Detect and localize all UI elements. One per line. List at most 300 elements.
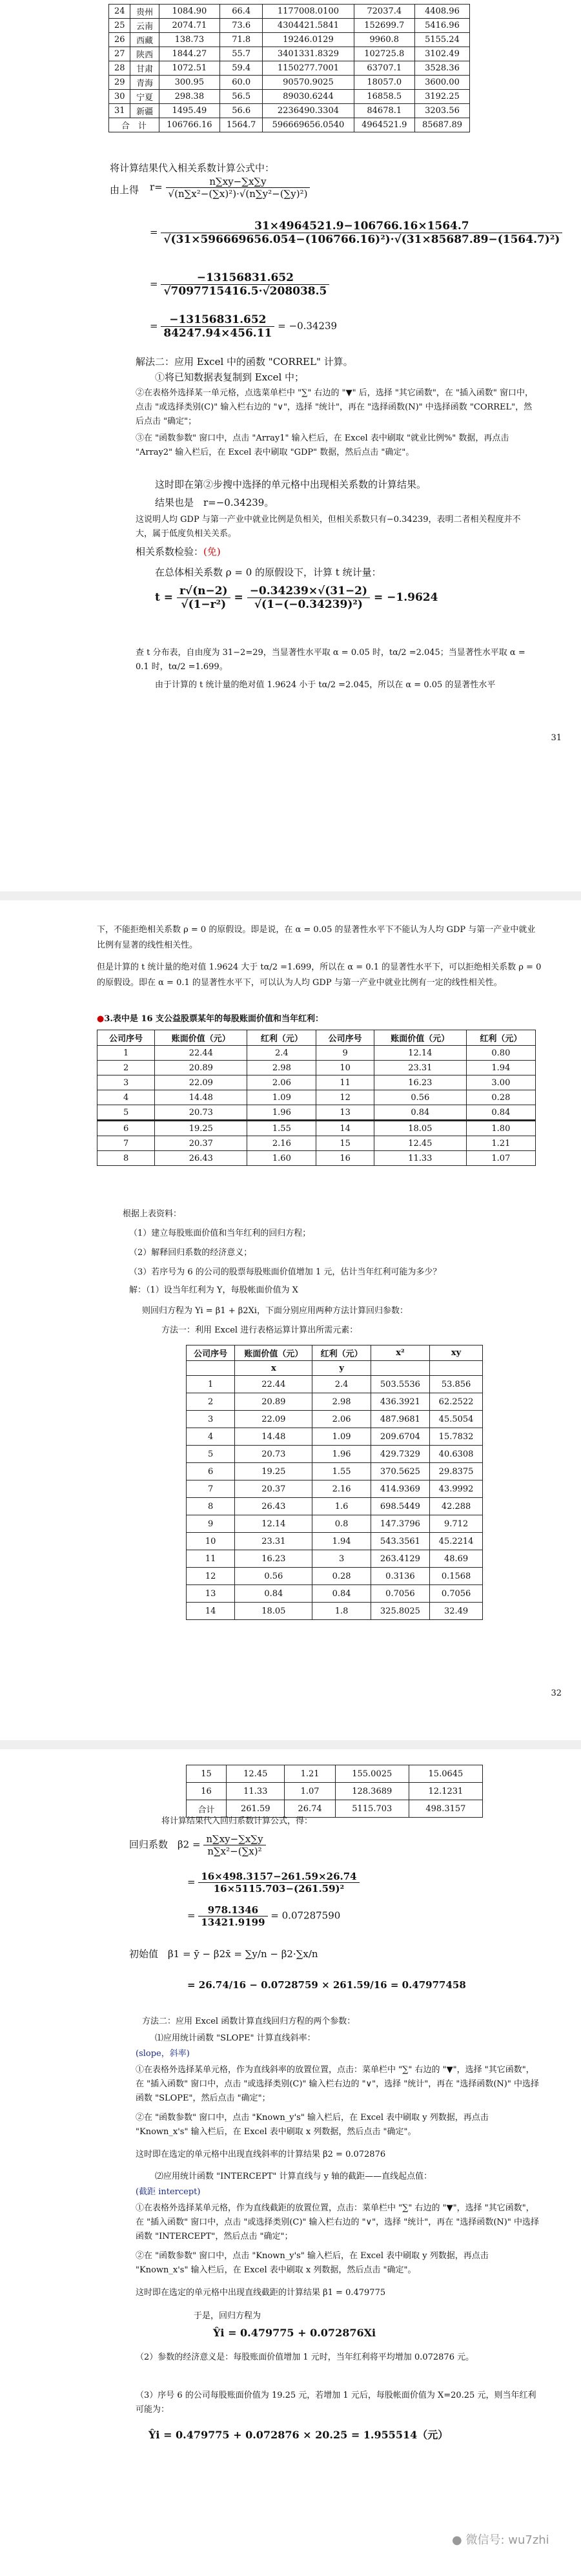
column-subheader	[371, 1361, 429, 1376]
computation-table-continued	[186, 1765, 483, 1818]
answer-2: 则回归方程为 Yi = β1 + β2Xi，下面分别应用两种方法计算回归参数：	[142, 1306, 408, 1316]
table-cell: 152699.7	[354, 19, 414, 33]
table-row	[187, 1568, 483, 1585]
table-cell: 12.14	[374, 1046, 466, 1061]
column-subheader	[187, 1361, 235, 1376]
table-cell: 宁夏	[130, 90, 159, 104]
table-row	[187, 1585, 483, 1603]
table-cell: 22.44	[155, 1046, 247, 1061]
table-cell: 1	[187, 1376, 235, 1393]
table-cell: 20.73	[235, 1446, 312, 1463]
table-cell: 0.3136	[371, 1568, 429, 1585]
table-cell: 20.73	[155, 1105, 247, 1121]
table-row	[187, 1783, 483, 1800]
formula-numerator: n∑xy−∑x∑y	[166, 176, 311, 188]
page-32	[0, 900, 581, 1740]
correlation-formula: r= $\frac{n\sum xy-\sum x\sum y}{\text{√(n∑x²−(∑x)²)·√(n∑y²−(∑y)²)}}$	[150, 176, 310, 200]
table-cell: 59.4	[220, 61, 263, 76]
table-cell: 1495.49	[159, 104, 219, 118]
table-cell: 1.09	[247, 1090, 316, 1105]
table-cell: 26	[109, 33, 130, 47]
table-row	[109, 76, 470, 90]
table-cell: 298.38	[159, 90, 219, 104]
gdp-table-continued	[108, 4, 470, 132]
table-cell: 9	[316, 1046, 374, 1061]
table-cell: 1844.27	[159, 47, 219, 61]
stocks-table	[97, 1030, 536, 1166]
table-cell: 0.8	[312, 1515, 371, 1533]
table-cell: 29	[109, 76, 130, 90]
table-cell: 84678.1	[354, 104, 414, 118]
table-cell: 1.96	[247, 1105, 316, 1121]
table-cell: 12.1231	[409, 1783, 482, 1800]
beta1-result: = 26.74/16 − 0.0728759 × 261.59/16 = 0.47977458	[187, 1979, 466, 1991]
table-cell: 5155.24	[414, 33, 469, 47]
table-cell: 48.69	[430, 1550, 483, 1568]
table-row	[187, 1376, 483, 1393]
column-header: 账面价值（元）	[155, 1030, 247, 1046]
table-cell: 71.8	[220, 33, 263, 47]
correlation-result: = −0.34239	[278, 320, 338, 332]
table-cell: 1.07	[466, 1151, 535, 1166]
column-header: 账面价值（元）	[374, 1030, 466, 1046]
req-2: （2）解释回归系数的经济意义；	[129, 1248, 252, 1258]
table-cell: 1.55	[247, 1121, 316, 1136]
column-header: 红利（元）	[247, 1030, 316, 1046]
t-table-lookup: 查 t 分布表，自由度为 31−2=29，当显著性水平取 α = 0.05 时，tα/2 =2.045；当显著性水平取 α = 0.1 时，tα/2 =1.699。	[136, 648, 525, 672]
table-cell: 贵州	[130, 5, 159, 19]
table-cell: 新疆	[130, 104, 159, 118]
table-cell: 5	[97, 1105, 155, 1121]
table-cell: 209.6704	[371, 1428, 429, 1446]
table-cell: 12.14	[235, 1515, 312, 1533]
t-test-intro: 在总体相关系数 ρ = 0 的原假设下，计算 t 统计量：	[155, 566, 382, 578]
table-row	[187, 1533, 483, 1550]
table-cell: 73.6	[220, 19, 263, 33]
table-cell: 1.6	[312, 1498, 371, 1515]
table-cell: 6	[97, 1121, 155, 1136]
table-cell: 1.94	[312, 1533, 371, 1550]
beta2-substitution: = $\frac{16\times 498.3157-261.59\times 26.74}{\text{16×5115.703−(261.59)²}}$	[187, 1871, 360, 1895]
table-cell: 1084.90	[159, 5, 219, 19]
formula-step-4: = $\frac{-13156831.652}{84247.94\times 456.11}$ = −0.34239	[150, 313, 338, 340]
table-cell: 487.9681	[371, 1411, 429, 1428]
table-cell: 56.6	[220, 104, 263, 118]
table-cell: 40.6308	[430, 1446, 483, 1463]
table-cell: 14.48	[235, 1428, 312, 1446]
table-cell: 45.2214	[430, 1533, 483, 1550]
conclusion-1: 这说明人均 GDP 与第一产业中就业比例是负相关，但相关系数只有−0.34239，表明二者相关程度并不大，属于低度负相关关系。	[136, 515, 521, 539]
table-cell: 2.16	[247, 1136, 316, 1151]
table-cell: 0.80	[466, 1046, 535, 1061]
table-cell: 138.73	[159, 33, 219, 47]
page-number: 31	[551, 733, 562, 743]
table-cell: 3102.49	[414, 47, 469, 61]
table-cell: 7	[97, 1136, 155, 1151]
slope-result: 这时即在选定的单元格中出现直线斜率的计算结果 β2 = 0.072876	[136, 2150, 386, 2159]
column-header: 公司序号	[187, 1345, 235, 1361]
t-statistic-result: = −1.9624	[373, 591, 438, 604]
table-cell: 263.4129	[371, 1550, 429, 1568]
formula-step-3: = $\frac{-13156831.652}{√7097715416.5\cdot√208038.5}$	[150, 271, 329, 298]
table-cell: 3203.56	[414, 104, 469, 118]
page-33	[0, 1749, 581, 2576]
table-row	[109, 33, 470, 47]
column-header: 公司序号	[316, 1030, 374, 1046]
table-cell: 2.4	[247, 1046, 316, 1061]
table-cell: 26.43	[155, 1151, 247, 1166]
table-cell: 2074.71	[159, 19, 219, 33]
table-cell: 1564.7	[220, 118, 263, 132]
method-2-step-3: ③在 "函数参数" 窗口中，点击 "Array1" 输入栏后，在 Excel 表中刷取 "就业比例%" 数据，再点击 "Array2" 输入栏后，在 Excel 表中刷取 "GDP" 数据，然后点击 "确定"。	[136, 433, 509, 457]
table-cell: 2.4	[312, 1376, 371, 1393]
intro-line: 将计算结果代入相关系数计算公式中：	[110, 162, 275, 174]
t-statistic-formula: t = $\frac{r√(n-2)}{\text{√(1−r²)}}$ = $\frac{-0.34239\times√(31-2)}{\text{√(1−(−0.34239)²)}}$ = −1.9624	[155, 585, 438, 611]
table-cell: 20.37	[155, 1136, 247, 1151]
table-cell: 370.5625	[371, 1463, 429, 1480]
table-cell: 0.84	[374, 1105, 466, 1121]
table-row	[187, 1393, 483, 1411]
table-cell: 63707.1	[354, 61, 414, 76]
table-cell: 0.84	[312, 1585, 371, 1603]
from-above-label: 由上得	[110, 184, 139, 196]
table-row	[187, 1550, 483, 1568]
table-cell: 3600.00	[414, 76, 469, 90]
subheader-row	[187, 1361, 483, 1376]
table-cell: 5115.703	[335, 1800, 409, 1818]
table-cell: 30	[109, 90, 130, 104]
table-cell: 12.45	[374, 1136, 466, 1151]
beta2-value: = 0.07287590	[270, 1909, 341, 1922]
table-row	[187, 1603, 483, 1620]
table-cell: 60.0	[220, 76, 263, 90]
table-cell: 4	[97, 1090, 155, 1105]
table-cell: 25	[109, 19, 130, 33]
table-cell: 596669656.0540	[263, 118, 354, 132]
table-cell: 155.0025	[335, 1765, 409, 1783]
table-cell: 19.25	[235, 1463, 312, 1480]
table-row	[187, 1463, 483, 1480]
slope-heading: ⑴应用统计函数 "SLOPE" 计算直线斜率：	[155, 2033, 316, 2043]
table-cell: 31	[109, 104, 130, 118]
table-cell: 0.84	[466, 1105, 535, 1121]
intercept-step-2: ②在 "函数参数" 窗口中，点击 "Known_y's" 输入栏后，在 Excel 表中刷取 y 列数据，再点击 "Known_x's" 输入栏后，在 Excel 表中刷取 x 列数据，然后点击 "确定"。	[136, 2251, 489, 2275]
p2-text-1: 下，不能拒绝相关系数 ρ = 0 的原假设。即是说，在 α = 0.05 的显著性水平下不能认为人均 GDP 与第一产业中就业比例有显著的线性相关性。	[97, 925, 536, 950]
table-cell: 1072.51	[159, 61, 219, 76]
prediction-result: Ŷi = 0.479775 + 0.072876 × 20.25 = 1.955514（元）	[148, 2429, 449, 2441]
table-cell: 16	[187, 1783, 227, 1800]
table-cell: 4408.96	[414, 5, 469, 19]
table-row	[187, 1428, 483, 1446]
table-cell: 1.94	[466, 1061, 535, 1075]
table-cell: 32.49	[430, 1603, 483, 1620]
table-cell: 6	[187, 1463, 235, 1480]
regression-label: 于是，回归方程为	[194, 2311, 261, 2321]
table-cell: 16.23	[235, 1550, 312, 1568]
table-cell: 414.9369	[371, 1480, 429, 1498]
table-cell: 0.1568	[430, 1568, 483, 1585]
table-cell: 3.00	[466, 1075, 535, 1090]
table-row	[97, 1151, 536, 1166]
table-cell: 16	[316, 1151, 374, 1166]
table-row	[97, 1075, 536, 1090]
table-cell: 19246.0129	[263, 33, 354, 47]
table-cell: 0.28	[466, 1090, 535, 1105]
table-cell: 20.37	[235, 1480, 312, 1498]
wechat-icon: ●	[452, 2533, 462, 2547]
page-gap	[0, 891, 581, 900]
table-cell: 106766.16	[159, 118, 219, 132]
table-row	[187, 1765, 483, 1783]
table-cell: 2.98	[312, 1393, 371, 1411]
table-cell: 2	[97, 1061, 155, 1075]
page-31	[0, 0, 581, 891]
table-cell: 429.7329	[371, 1446, 429, 1463]
table-cell: 14	[187, 1603, 235, 1620]
table-cell: 1177008.0100	[263, 5, 354, 19]
total-label: 合 计	[109, 118, 159, 132]
table-cell: 2236490.3304	[263, 104, 354, 118]
method-2-step-1: ①将已知数据表复制到 Excel 中；	[155, 371, 305, 383]
table-cell: 1.09	[312, 1428, 371, 1446]
table-cell: 503.5536	[371, 1376, 429, 1393]
table-cell: 14.48	[155, 1090, 247, 1105]
answer-3: 方法一：利用 Excel 进行表格运算计算出所需元素：	[161, 1325, 358, 1335]
table-cell: 12	[316, 1090, 374, 1105]
table-cell: 498.3157	[409, 1800, 482, 1818]
table-cell: 543.3561	[371, 1533, 429, 1550]
table-cell: 20.89	[155, 1061, 247, 1075]
table-row	[97, 1090, 536, 1105]
table-cell: 18057.0	[354, 76, 414, 90]
table-cell: 1.96	[312, 1446, 371, 1463]
table-cell: 261.59	[227, 1800, 285, 1818]
table-cell: 42.288	[430, 1498, 483, 1515]
table-cell: 0.28	[312, 1568, 371, 1585]
table-cell: 15	[316, 1136, 374, 1151]
table-row	[97, 1105, 536, 1121]
req-intro: 根据上表资料：	[123, 1209, 182, 1219]
intercept-step-1: ①在表格外选择某单元格，作为直线截距的放置位置，点击：菜单栏中 "∑" 右边的 "▼"，选择 "其它函数"，在 "插入函数" 窗口中，点击 "或选择类别(C)" 输入栏右边的 "∨"，选择 "统计"，再在 "选择函数(N)" 中选择函数 "INTERCEPT"，然后点击 "确定"；	[136, 2203, 539, 2241]
table-row	[109, 90, 470, 104]
table-cell: 3	[312, 1550, 371, 1568]
table-cell: 2.06	[247, 1075, 316, 1090]
table-cell: 7	[187, 1480, 235, 1498]
column-subheader: x	[235, 1361, 312, 1376]
table-row	[109, 47, 470, 61]
method-2-title: 解法二：应用 Excel 中的函数 "CORREL" 计算。	[136, 356, 353, 368]
table-cell: 22.44	[235, 1376, 312, 1393]
method-2-step-2: ②在表格外选择某一单元格，点选菜单栏中 "∑" 右边的 "▼" 后，选择 "其它函数"，在 "插入函数" 窗口中，点击 "或选择类别(C)" 输入栏右边的 "∨"，选择 "统计"，再在 "选择函数(N)" 中选择函数 "CORREL"，然后点击 "确定"；	[136, 388, 534, 426]
regression-equation: Ŷi = 0.479775 + 0.072876Xi	[213, 2327, 376, 2339]
table-cell: 15	[187, 1765, 227, 1783]
p3-method-2: 方法二：应用 Excel 函数计算直线回归方程的两个参数：	[142, 2017, 356, 2026]
table-cell: 18.05	[374, 1121, 466, 1136]
table-cell: 10	[316, 1061, 374, 1075]
table-cell: 1.07	[285, 1783, 335, 1800]
table-cell: 2.06	[312, 1411, 371, 1428]
table-cell: 22.09	[235, 1411, 312, 1428]
table-row	[109, 5, 470, 19]
table-cell: 14	[316, 1121, 374, 1136]
table-cell: 12	[187, 1568, 235, 1585]
column-header: xy	[430, 1345, 483, 1361]
table-cell: 10	[187, 1533, 235, 1550]
table-row	[109, 104, 470, 118]
table-cell: 147.3796	[371, 1515, 429, 1533]
table-cell: 4	[187, 1428, 235, 1446]
intercept-note: (截距 intercept)	[136, 2187, 201, 2197]
intercept-heading: ⑵应用统计函数 "INTERCEPT" 计算直线与 y 轴的截距——直线起点值：	[155, 2172, 433, 2181]
req-1: （1）建立每股账面价值和当年红利的回归方程；	[129, 1229, 311, 1238]
table-cell: 2.16	[312, 1480, 371, 1498]
t-test-conclusion: 由于计算的 t 统计量的绝对值 1.9624 小于 tα/2 =2.045，所以在 α = 0.05 的显著性水平	[155, 680, 496, 690]
table-cell: 13	[187, 1585, 235, 1603]
table-cell: 0.56	[374, 1090, 466, 1105]
table-row	[109, 61, 470, 76]
table-row	[97, 1061, 536, 1075]
table-cell: 1	[97, 1046, 155, 1061]
slope-note: (slope，斜率)	[136, 2049, 190, 2059]
method-2-step-4: 这时即在第②步搜中选择的单元格中出现相关系数的计算结果。	[155, 479, 427, 490]
column-header: 账面价值（元）	[235, 1345, 312, 1361]
table-cell: 128.3689	[335, 1783, 409, 1800]
computation-table	[186, 1345, 483, 1620]
table-cell: 云南	[130, 19, 159, 33]
table-cell: 28	[109, 61, 130, 76]
table-cell: 20.89	[235, 1393, 312, 1411]
table-cell: 2	[187, 1393, 235, 1411]
table-cell: 72037.4	[354, 5, 414, 19]
table-cell: 22.09	[155, 1075, 247, 1090]
answer-1: 解：（1）设当年红利为 Y，每股帐面价值为 X	[129, 1285, 298, 1295]
table-cell: 5	[187, 1446, 235, 1463]
table-cell: 1.60	[247, 1151, 316, 1166]
table-cell: 1.80	[466, 1121, 535, 1136]
formula-substitution: = $\frac{31\times 4964521.9-106766.16\times 1564.7}{\text{√(31×596669656.054−(106766.16)²)·√(31×85687.89−(1564.7)²)}}$	[150, 220, 562, 246]
table-cell: 18.05	[235, 1603, 312, 1620]
table-cell: 15.7832	[430, 1428, 483, 1446]
table-cell: 55.7	[220, 47, 263, 61]
table-row	[187, 1480, 483, 1498]
table-cell: 9960.8	[354, 33, 414, 47]
table-cell: 698.5449	[371, 1498, 429, 1515]
table-cell: 24	[109, 5, 130, 19]
wechat-watermark: ● 微信号: wu7zhi	[452, 2533, 549, 2547]
table-cell: 11.33	[374, 1151, 466, 1166]
table-cell: 300.95	[159, 76, 219, 90]
column-header: x²	[371, 1345, 429, 1361]
page-number: 32	[551, 1688, 562, 1698]
table-cell: 66.4	[220, 5, 263, 19]
beta2-formula: 回归系数 β2 = $\frac{n\sum xy-\sum x\sum y}{\text{n∑x²−(∑x)²}}$	[129, 1833, 266, 1857]
table-cell: 1.21	[466, 1136, 535, 1151]
table-cell: 1.21	[285, 1765, 335, 1783]
table-cell: 62.2522	[430, 1393, 483, 1411]
table-cell: 13	[316, 1105, 374, 1121]
table-cell: 1150277.7001	[263, 61, 354, 76]
table-cell: 3	[187, 1411, 235, 1428]
table-row	[187, 1515, 483, 1533]
table-row	[97, 1136, 536, 1151]
table-cell: 11	[187, 1550, 235, 1568]
table-cell: 29.8375	[430, 1463, 483, 1480]
table-cell: 3401331.8329	[263, 47, 354, 61]
table-cell: 16858.5	[354, 90, 414, 104]
table-total-row	[109, 118, 470, 132]
table-cell: 3	[97, 1075, 155, 1090]
table-cell: 56.5	[220, 90, 263, 104]
table-row	[187, 1411, 483, 1428]
formula-denominator: √(n∑x²−(∑x)²)·√(n∑y²−(∑y)²)	[168, 188, 308, 200]
table-cell: 3528.36	[414, 61, 469, 76]
table-cell: 45.5054	[430, 1411, 483, 1428]
table-cell: 26.74	[285, 1800, 335, 1818]
table-cell: 16.23	[374, 1075, 466, 1090]
economic-meaning: （2）参数的经济意义是：每股账面价值增加 1 元时，当年红利将平均增加 0.072876 元。	[136, 2353, 474, 2362]
table-cell: 甘肃	[130, 61, 159, 76]
question-3: ●3.表中是 16 支公益股票某年的每股账面价值和当年红利：	[97, 1014, 324, 1024]
table-cell: 1.55	[312, 1463, 371, 1480]
prediction-intro: （3）序号 6 的公司每股账面价值为 19.25 元，若增加 1 元后，每股帐面价值为 X=20.25 元，则当年红利可能为：	[136, 2391, 536, 2415]
column-header: 红利（元）	[312, 1345, 371, 1361]
table-cell: 89030.6244	[263, 90, 354, 104]
column-subheader: y	[312, 1361, 371, 1376]
table-cell: 23.31	[235, 1533, 312, 1550]
table-cell: 436.3921	[371, 1393, 429, 1411]
table-cell: 西藏	[130, 33, 159, 47]
table-cell: 90570.9025	[263, 76, 354, 90]
table-row	[97, 1121, 536, 1136]
test-heading: 相关系数检验：(免)	[136, 546, 221, 557]
beta1-formula: 初始值 β1 = ȳ − β2x̄ = ∑y/n − β2·∑x/n	[129, 1948, 318, 1960]
table-cell: 1.8	[312, 1603, 371, 1620]
table-row	[187, 1498, 483, 1515]
table-cell: 9	[187, 1515, 235, 1533]
beta2-result: = $\frac{978.1346}{13421.9199}$ = 0.07287590	[187, 1904, 341, 1928]
table-cell: 53.856	[430, 1376, 483, 1393]
table-cell: 0.7056	[371, 1585, 429, 1603]
column-subheader	[430, 1361, 483, 1376]
table-cell: 19.25	[155, 1121, 247, 1136]
table-cell: 5416.96	[414, 19, 469, 33]
page-gap	[0, 1740, 581, 1749]
table-cell: 11	[316, 1075, 374, 1090]
intercept-result: 这时即在选定的单元格中出现直线截距的计算结果 β1 = 0.479775	[136, 2288, 386, 2298]
column-header: 红利（元）	[466, 1030, 535, 1046]
table-cell: 11.33	[227, 1783, 285, 1800]
table-cell: 27	[109, 47, 130, 61]
p2-text-2: 但是计算的 t 统计量的绝对值 1.9624 大于 tα/2 =1.699，所以在 α = 0.1 的显著性水平下，可以拒绝相关系数 ρ = 0 的原假设。即在 α = 0.1 的显著性水平下，可以认为人均 GDP 与第一产业中就业比例有一定的线性相关性。	[97, 962, 542, 988]
table-cell: 0.84	[235, 1585, 312, 1603]
table-row	[187, 1446, 483, 1463]
table-cell: 0.7056	[430, 1585, 483, 1603]
table-cell: 26.43	[235, 1498, 312, 1515]
table-cell: 4304421.5841	[263, 19, 354, 33]
table-cell: 325.8025	[371, 1603, 429, 1620]
table-cell: 2.98	[247, 1061, 316, 1075]
req-3: （3）若序号为 6 的公司的股票每股账面价值增加 1 元，估计当年红利可能为多少？	[129, 1267, 442, 1277]
slope-step-2: ②在 "函数参数" 窗口中，点击 "Known_y's" 输入栏后，在 Excel 表中刷取 y 列数据，再点击 "Known_x's" 输入栏后，在 Excel 表中刷取 x 列数据，然后点击 "确定"。	[136, 2113, 489, 2137]
p3-intro: 将计算结果代入回归系数计算公式，得：	[161, 1816, 313, 1826]
table-cell: 102725.8	[354, 47, 414, 61]
table-cell: 85687.89	[414, 118, 469, 132]
method-2-result: 结果也是 r=−0.34239。	[155, 497, 274, 508]
table-cell: 合计	[187, 1800, 227, 1818]
table-row	[109, 19, 470, 33]
table-cell: 8	[187, 1498, 235, 1515]
table-cell: 8	[97, 1151, 155, 1166]
